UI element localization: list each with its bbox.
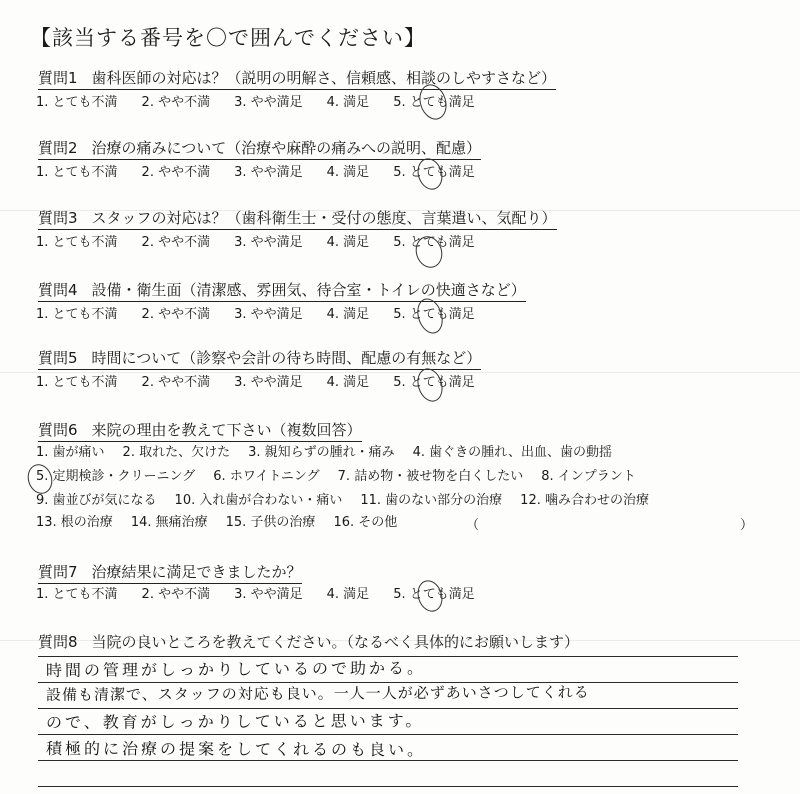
- q6-option-12[interactable]: 12. 噛み合わせの治療: [520, 493, 649, 508]
- question-text: 設備・衛生面（清潔感、雰囲気、待合室・トイレの快適さなど）: [91, 281, 526, 299]
- option-3[interactable]: 3. やや満足: [234, 375, 303, 390]
- option-2[interactable]: 2. やや不満: [141, 165, 211, 180]
- question-3-heading: [38, 208, 557, 230]
- option-2[interactable]: 2. やや不満: [141, 95, 211, 110]
- question-text: 来院の理由を教えて下さい（複数回答）: [91, 421, 362, 439]
- option-2[interactable]: 2. やや不満: [141, 587, 211, 602]
- option-4[interactable]: 4. 満足: [326, 165, 370, 180]
- q6-option-3[interactable]: 3. 親知らずの腫れ・痛み: [248, 445, 395, 460]
- option-1[interactable]: 1. とても不満: [36, 587, 118, 602]
- question-number: 質問2: [38, 139, 78, 157]
- answer-line: [38, 734, 738, 735]
- q6-option-6[interactable]: 6. ホワイトニング: [213, 469, 320, 484]
- question-1-heading: [38, 68, 556, 90]
- q6-option-5[interactable]: 5. 定期検診・クリーニング: [36, 469, 196, 484]
- question-number: 質問6: [38, 421, 78, 439]
- option-4[interactable]: 4. 満足: [326, 375, 370, 390]
- paper-fold: [0, 372, 800, 373]
- question-2-heading: [38, 138, 481, 160]
- option-4[interactable]: 4. 満足: [326, 307, 370, 322]
- q6-option-16[interactable]: 16. その他: [333, 515, 398, 530]
- option-4[interactable]: 4. 満足: [326, 95, 370, 110]
- handwritten-answer-line-2: 設備も清潔で、スタッフの対応も良い。一人一人が必ずあいさつしてくれる: [45, 683, 590, 704]
- q6-option-13[interactable]: 13. 根の治療: [36, 515, 113, 530]
- option-3[interactable]: 3. やや満足: [234, 587, 303, 602]
- option-1[interactable]: 1. とても不満: [36, 235, 118, 250]
- option-3[interactable]: 3. やや満足: [234, 307, 303, 322]
- option-1[interactable]: 1. とても不満: [36, 95, 118, 110]
- q6-option-9[interactable]: 9. 歯並びが気になる: [36, 493, 157, 508]
- q6-option-10[interactable]: 10. 入れ歯が合わない・痛い: [174, 493, 343, 508]
- question-4-heading: [38, 280, 526, 302]
- option-3[interactable]: 3. やや満足: [234, 235, 303, 250]
- q6-option-7[interactable]: 7. 詰め物・被せ物を白くしたい: [337, 469, 524, 484]
- option-2[interactable]: 2. やや不満: [141, 307, 211, 322]
- question-6-options-row-4: [36, 514, 415, 532]
- handwritten-answer-line-3: ので、教育がしっかりしていると思います。: [45, 711, 425, 732]
- q6-option-1[interactable]: 1. 歯が痛い: [36, 445, 105, 460]
- option-3[interactable]: 3. やや満足: [234, 165, 303, 180]
- option-5[interactable]: 5. とても満足: [393, 235, 475, 250]
- question-number: 質問4: [38, 281, 78, 299]
- option-2[interactable]: 2. やや不満: [141, 375, 211, 390]
- q6-option-8[interactable]: 8. インプラント: [541, 469, 636, 484]
- handwritten-answer-line-1: 時間の管理がしっかりしているので助かる。: [45, 658, 427, 680]
- option-5[interactable]: 5. とても満足: [393, 165, 475, 180]
- question-number: 質問7: [38, 563, 78, 581]
- question-7-heading: [38, 562, 302, 584]
- question-5-heading: [38, 348, 481, 370]
- option-1[interactable]: 1. とても不満: [36, 307, 118, 322]
- question-number: 質問5: [38, 349, 78, 367]
- question-number: 質問1: [38, 69, 78, 87]
- question-6-options-row-3: [36, 492, 667, 510]
- question-text: 治療の痛みについて（治療や麻酔の痛みへの説明、配慮）: [91, 139, 481, 157]
- question-text: 時間について（診察や会計の待ち時間、配慮の有無など）: [91, 349, 482, 367]
- option-3[interactable]: 3. やや満足: [234, 95, 303, 110]
- option-5[interactable]: 5. とても満足: [393, 587, 475, 602]
- option-2[interactable]: 2. やや不満: [141, 235, 211, 250]
- other-close-paren: ）: [740, 518, 754, 533]
- option-5[interactable]: 5. とても満足: [393, 95, 475, 110]
- question-number: 質問3: [38, 209, 78, 227]
- option-4[interactable]: 4. 満足: [326, 235, 370, 250]
- question-6-options-row-2: [36, 468, 654, 486]
- question-6-options-row-1: [36, 444, 630, 462]
- option-1[interactable]: 1. とても不満: [36, 375, 118, 390]
- option-5[interactable]: 5. とても満足: [393, 375, 475, 390]
- question-8-heading: [38, 632, 579, 653]
- question-6-heading: [38, 420, 362, 442]
- question-text: 歯科医師の対応は？（説明の明解さ、信頼感、相談のしやすさなど）: [91, 69, 556, 87]
- option-4[interactable]: 4. 満足: [326, 587, 370, 602]
- handwritten-answer-line-4: 積極的に治療の提案をしてくれるのも良い。: [45, 739, 427, 760]
- selection-circle: [414, 577, 447, 615]
- question-text: スタッフの対応は？（歯科衛生士・受付の態度、言葉遣い、気配り）: [91, 209, 557, 227]
- other-open-paren: （: [466, 518, 480, 533]
- page-title: 【該当する番号を〇で囲んでください】: [30, 26, 426, 50]
- q6-option-4[interactable]: 4. 歯ぐきの腫れ、出血、歯の動揺: [412, 445, 612, 460]
- q6-option-2[interactable]: 2. 取れた、欠けた: [122, 445, 231, 460]
- answer-line: [38, 786, 738, 787]
- q6-option-15[interactable]: 15. 子供の治療: [225, 515, 316, 530]
- question-text: 当院の良いところを教えてください。（なるべく具体的にお願いします）: [91, 633, 580, 651]
- q6-option-14[interactable]: 14. 無痛治療: [130, 515, 208, 530]
- option-5[interactable]: 5. とても満足: [393, 307, 475, 322]
- question-text: 治療結果に満足できましたか？: [91, 563, 302, 581]
- option-1[interactable]: 1. とても不満: [36, 165, 118, 180]
- q6-option-11[interactable]: 11. 歯のない部分の治療: [360, 493, 503, 508]
- question-number: 質問8: [38, 633, 78, 651]
- selection-circle: [414, 155, 447, 193]
